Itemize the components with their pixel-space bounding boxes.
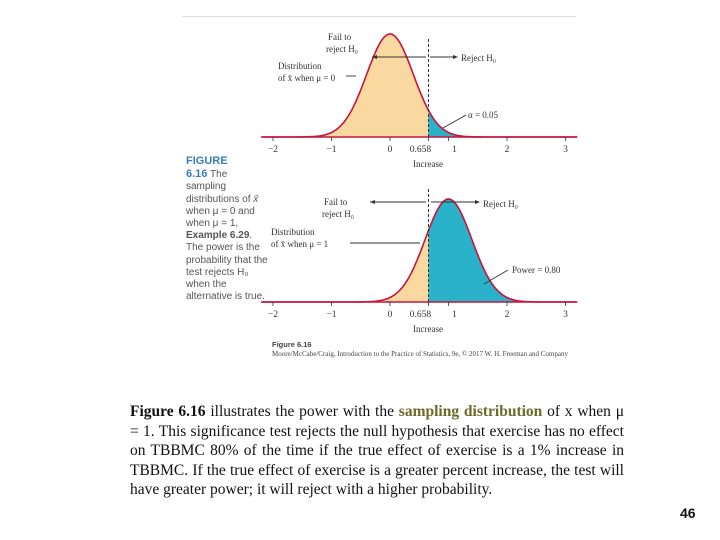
bottom-dist-label-1: Distribution (271, 227, 315, 237)
tick-label: 0.658 (409, 145, 432, 155)
tick-label: −2 (267, 310, 279, 320)
tick-label: 3 (563, 310, 568, 320)
tick-label: 1 (452, 310, 457, 320)
bottom-power-region (429, 199, 578, 302)
paragraph-highlight: sampling distribution (398, 403, 543, 420)
alpha-label: α = 0.05 (468, 110, 499, 120)
bottom-fail-label-2: reject H₀ (322, 209, 354, 219)
top-fail-label-1: Fail to (328, 32, 352, 42)
bottom-panel (261, 187, 577, 334)
paragraph-text-2: of x when μ = 1. This significance test rejects the null hypothesis that exercise has no effect on TBBMC 80% of the time if the true effect of exercise is a 1% increase in TBBMC. If the true effect of exercise is a greater percent increase, the test will have greater power; it will reject with a higher probability. (130, 403, 625, 498)
tick-label: 0 (387, 310, 393, 320)
page-number: 46 (680, 505, 696, 521)
bottom-fail-arrowhead (370, 200, 375, 204)
tick-label: 2 (504, 310, 510, 320)
figure-credit (272, 340, 582, 359)
bottom-fail-label-1: Fail to (324, 197, 348, 207)
tick-label: 0 (387, 145, 393, 155)
caption-xbar: x̄ (253, 193, 259, 205)
body-paragraph (130, 402, 624, 500)
caption-text-3: . The power is the probability that the test rejects H₀ when the alternative is true. (186, 230, 268, 303)
figure-label: FIGURE (186, 155, 228, 167)
tick-label: 3 (563, 145, 568, 155)
credit-source: Moore/McCabe/Craig, Introduction to the Practice of Statistics, 9e, © 2017 W. H. Freeman and Company (272, 350, 568, 358)
caption-text-1: The sampling distributions of (186, 169, 251, 205)
top-axis-name: Increase (413, 159, 443, 169)
power-label: Power = 0.80 (512, 265, 561, 275)
tick-label: 1 (452, 145, 457, 155)
bottom-reject-label: Reject H₀ (483, 199, 518, 209)
tick-label: 2 (504, 145, 510, 155)
credit-figure-label: Figure 6.16 (272, 340, 312, 349)
tick-label: −1 (326, 145, 337, 155)
tick-label: −2 (267, 145, 279, 155)
figure-number: 6.16 (186, 168, 208, 181)
tick-label: 0.658 (409, 310, 432, 320)
top-dist-label-1: Distribution (278, 61, 322, 71)
top-dist-label-2: of x̄ when μ = 0 (278, 73, 336, 83)
bottom-axis-name: Increase (413, 324, 443, 334)
alpha-pointer (443, 115, 466, 128)
top-reject-label: Reject H₀ (461, 53, 496, 63)
top-tick-labels (268, 137, 568, 155)
top-panel (261, 32, 577, 169)
example-ref: Example 6.29 (186, 230, 250, 242)
top-reject-arrowhead (453, 55, 458, 59)
top-fail-label-2: reject H₀ (326, 44, 358, 54)
bottom-dist-label-2: of x̄ when μ = 1 (271, 239, 329, 249)
paragraph-text-1: illustrates the power with the (205, 403, 399, 420)
caption-text-2: when μ = 0 and when μ = 1, (186, 205, 255, 230)
bottom-reject-arrowhead (475, 200, 480, 204)
tick-label: −1 (326, 310, 337, 320)
bottom-tick-labels (268, 302, 568, 320)
paragraph-figure-ref: Figure 6.16 (130, 403, 206, 420)
